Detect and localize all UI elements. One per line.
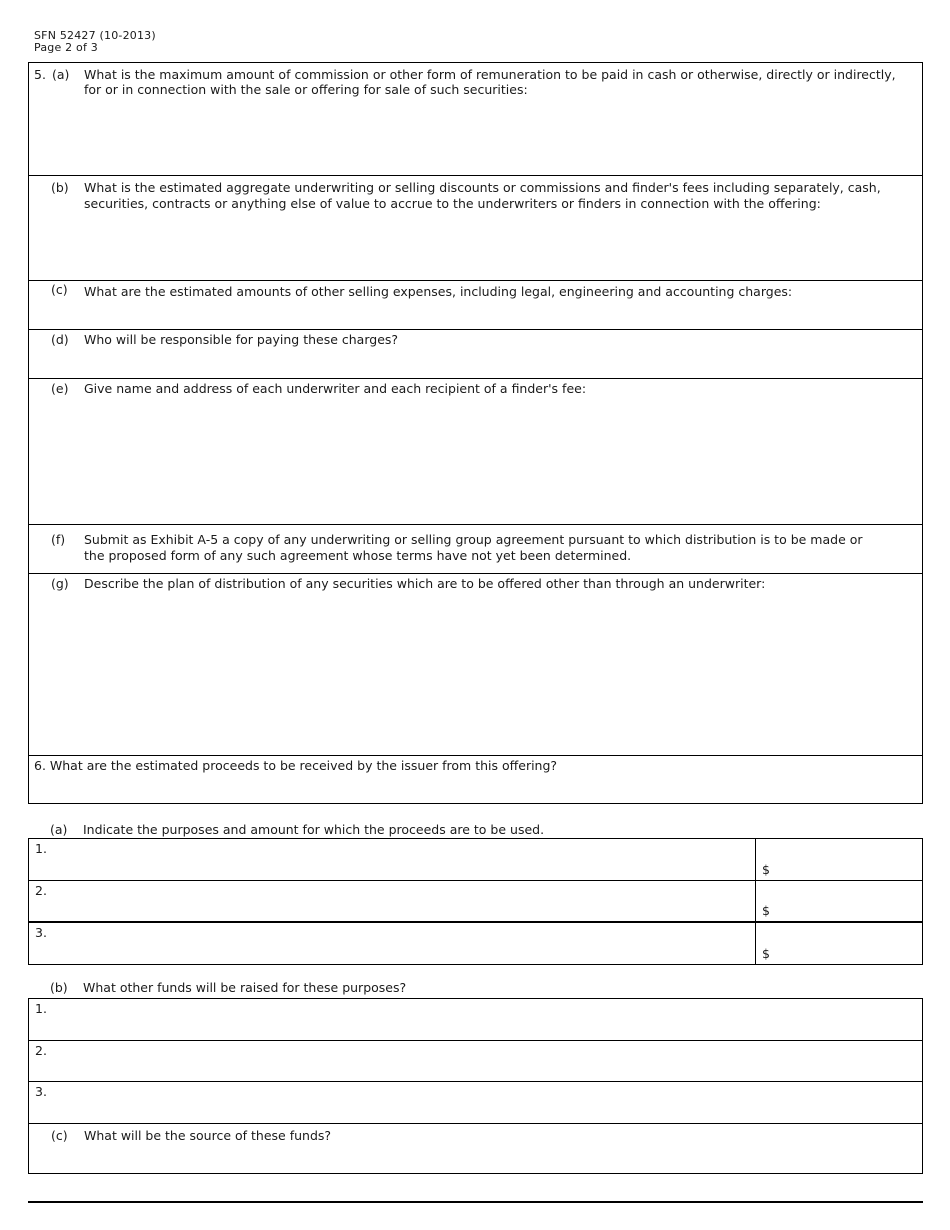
question-5c-text: What are the estimated amounts of other selling expenses, including legal, engineering and accounting charges:: [84, 284, 793, 299]
question-6b-text: What other funds will be raised for these purposes?: [83, 980, 407, 995]
other-funds-row: [29, 1041, 922, 1082]
purpose-field-1[interactable]: [49, 841, 750, 878]
section-5g: [29, 574, 922, 756]
proceeds-row: [29, 839, 922, 881]
label-5b: (b): [51, 180, 69, 195]
label-5f: (f): [51, 532, 66, 547]
other-funds-field-1[interactable]: [49, 1001, 916, 1038]
answer-field-5b[interactable]: [84, 214, 916, 276]
answer-field-5d[interactable]: [84, 350, 916, 375]
label-5a: (a): [52, 67, 70, 82]
question-5-box: [28, 62, 923, 804]
proceeds-row: [29, 922, 922, 964]
label-5c: (c): [51, 282, 68, 297]
question-5b-text: What is the estimated aggregate underwriting or selling discounts or commissions and finder's fees including separately, cash, securities, contracts or anything else of value to accrue to the underwriters or finders in connection with the offering:: [84, 180, 881, 211]
proceeds-row: [29, 881, 922, 922]
row-number: 1.: [35, 1001, 47, 1016]
answer-field-6[interactable]: [34, 776, 916, 800]
purpose-field-2[interactable]: [49, 883, 750, 919]
amount-cell[interactable]: [755, 881, 922, 921]
label-5e: (e): [51, 381, 69, 396]
section-5d: [29, 330, 922, 379]
row-number: 3.: [35, 1084, 47, 1099]
other-funds-field-2[interactable]: [49, 1043, 916, 1079]
other-funds-table: [28, 998, 923, 1174]
page-number: Page 2 of 3: [34, 41, 98, 54]
currency-symbol: $: [762, 903, 770, 918]
section-5c: [29, 281, 922, 330]
label-6b: (b): [50, 980, 68, 995]
bottom-divider: [28, 1201, 923, 1203]
currency-symbol: $: [762, 862, 770, 877]
question-number-5: 5.: [34, 67, 46, 82]
question-5e-text: Give name and address of each underwriter and each recipient of a finder's fee:: [84, 381, 587, 396]
other-funds-row: [29, 1082, 922, 1124]
row-number: 2.: [35, 1043, 47, 1058]
section-6: [29, 756, 922, 803]
answer-field-5g[interactable]: [84, 594, 916, 751]
row-number: 3.: [35, 925, 47, 940]
label-5g: (g): [51, 576, 69, 591]
section-5b: [29, 176, 922, 281]
row-number: 2.: [35, 883, 47, 898]
question-5g-text: Describe the plan of distribution of any securities which are to be offered other than through an underwriter:: [84, 576, 766, 591]
answer-field-5e[interactable]: [84, 399, 916, 520]
section-5a: [29, 63, 922, 176]
question-6c-text: What will be the source of these funds?: [84, 1128, 332, 1143]
amount-cell[interactable]: [755, 839, 922, 880]
answer-field-5c[interactable]: [84, 301, 916, 326]
other-funds-row: [29, 999, 922, 1041]
question-5a-text: What is the maximum amount of commission or other form of remuneration to be paid in cash or otherwise, directly or indirectly, for or in connection with the sale or offering for sale of such securities:: [84, 67, 896, 97]
other-funds-field-3[interactable]: [49, 1084, 916, 1121]
currency-symbol: $: [762, 946, 770, 961]
form-number: SFN 52427 (10-2013): [34, 29, 156, 42]
purpose-field-3[interactable]: [49, 925, 750, 962]
question-5f-text: Submit as Exhibit A-5 a copy of any underwriting or selling group agreement pursuant to which distribution is to be made or the proposed form of any such agreement whose terms have not yet been determined.: [84, 532, 863, 563]
question-6-text: 6. What are the estimated proceeds to be received by the issuer from this offering?: [34, 758, 558, 773]
amount-cell[interactable]: [755, 923, 922, 964]
row-number: 1.: [35, 841, 47, 856]
section-5f: [29, 525, 922, 574]
question-5d-text: Who will be responsible for paying these charges?: [84, 332, 399, 347]
section-5e: [29, 379, 922, 525]
proceeds-table: [28, 838, 923, 965]
answer-field-6c[interactable]: [84, 1146, 916, 1170]
label-6a: (a): [50, 822, 68, 837]
label-6c: (c): [51, 1128, 68, 1143]
section-6c: [29, 1124, 922, 1173]
answer-field-5a[interactable]: [84, 99, 916, 171]
label-5d: (d): [51, 332, 69, 347]
question-6a-text: Indicate the purposes and amount for which the proceeds are to be used.: [83, 822, 545, 837]
